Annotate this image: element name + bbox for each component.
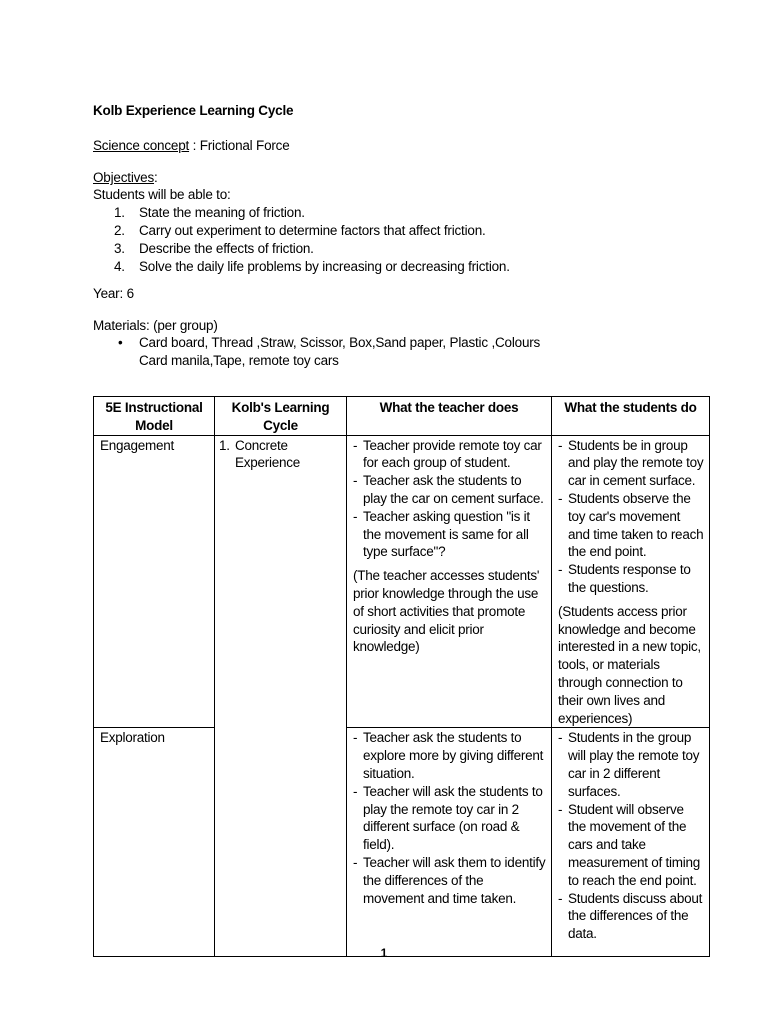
objectives-heading (93, 169, 158, 187)
list-item: - Teacher provide remote toy car for each group of student. (353, 437, 542, 471)
model-cell: Exploration (94, 728, 215, 957)
list-item: - Teacher ask the students to play the car on cement surface. (353, 473, 544, 506)
table-header-row (94, 397, 710, 436)
list-item: - Students response to the questions. (558, 562, 691, 595)
students-cell (552, 728, 710, 957)
table-row (94, 728, 710, 957)
science-concept-line (93, 137, 290, 155)
science-concept-separator: : (189, 138, 200, 153)
list-item: - Teacher asking question "is it the movement is same for all type surface"? (353, 508, 530, 560)
header-teacher-does: What the teacher does (347, 397, 552, 436)
kolb-stage: Concrete Experience (235, 437, 301, 471)
objectives-intro: Students will be able to: (93, 187, 231, 202)
science-concept-label: Science concept (93, 138, 190, 153)
model-cell: Engagement (94, 435, 215, 728)
list-item: - Students observe the toy car's movement and time taken to reach the end point. (558, 490, 704, 560)
objectives-label: Objectives (93, 170, 155, 185)
header-students-do: What the students do (552, 397, 710, 436)
objectives-colon: : (154, 170, 158, 185)
science-concept-value: Frictional Force (199, 138, 290, 153)
table-row (94, 435, 710, 728)
objective-item: 2. Carry out experiment to determine factors that affect friction. (114, 223, 486, 238)
students-note: (Students access prior knowledge and become interested in a new topic, tools, or materials through connection to their own lives and experiences) (558, 603, 701, 726)
students-cell (552, 435, 710, 728)
objective-item: 4. Solve the daily life problems by increasing or decreasing friction. (114, 259, 510, 274)
page-number: 1 (380, 946, 388, 960)
teacher-cell (347, 728, 552, 957)
kolb-cell: 1. Concrete Experience (215, 435, 347, 957)
list-item: - Teacher ask the students to explore more by giving different situation. (353, 730, 544, 781)
objectives-list (114, 204, 510, 276)
list-item: - Students discuss about the differences of the data. (558, 890, 703, 942)
list-item: - Students be in group and play the remote toy car in cement surface. (558, 437, 704, 489)
lesson-table (93, 396, 710, 957)
header-5e-model: 5E Instructional Model (94, 397, 215, 436)
objective-item: 3. Describe the effects of friction. (114, 241, 314, 256)
list-item: - Students in the group will play the remote toy car in 2 different surfaces. (558, 730, 700, 799)
header-kolb-cycle: Kolb's Learning Cycle (215, 397, 347, 436)
materials-line-2: Card manila,Tape, remote toy cars (139, 353, 339, 368)
list-item: - Student will observe the movement of the cars and take measurement of timing to reach the end point. (558, 801, 701, 888)
teacher-note: (The teacher accesses students' prior knowledge through the use of short activities that promote curiosity and elicit prior knowledge) (353, 568, 540, 655)
list-item: - Teacher will ask the students to play the remote toy car in 2 different surface (on road & field). (353, 783, 543, 853)
bullet-icon: • (118, 335, 123, 350)
objective-item: 1. State the meaning of friction. (114, 205, 305, 220)
materials-label: Materials: (per group) (93, 318, 218, 333)
list-item: - Teacher will ask them to identify the differences of the movement and time taken. (353, 854, 546, 906)
document-title: Kolb Experience Learning Cycle (93, 103, 294, 118)
year-line: Year: 6 (93, 286, 134, 301)
teacher-cell (347, 435, 552, 728)
materials-line-1: Card board, Thread ,Straw, Scissor, Box,Sand paper, Plastic ,Colours (139, 335, 541, 350)
